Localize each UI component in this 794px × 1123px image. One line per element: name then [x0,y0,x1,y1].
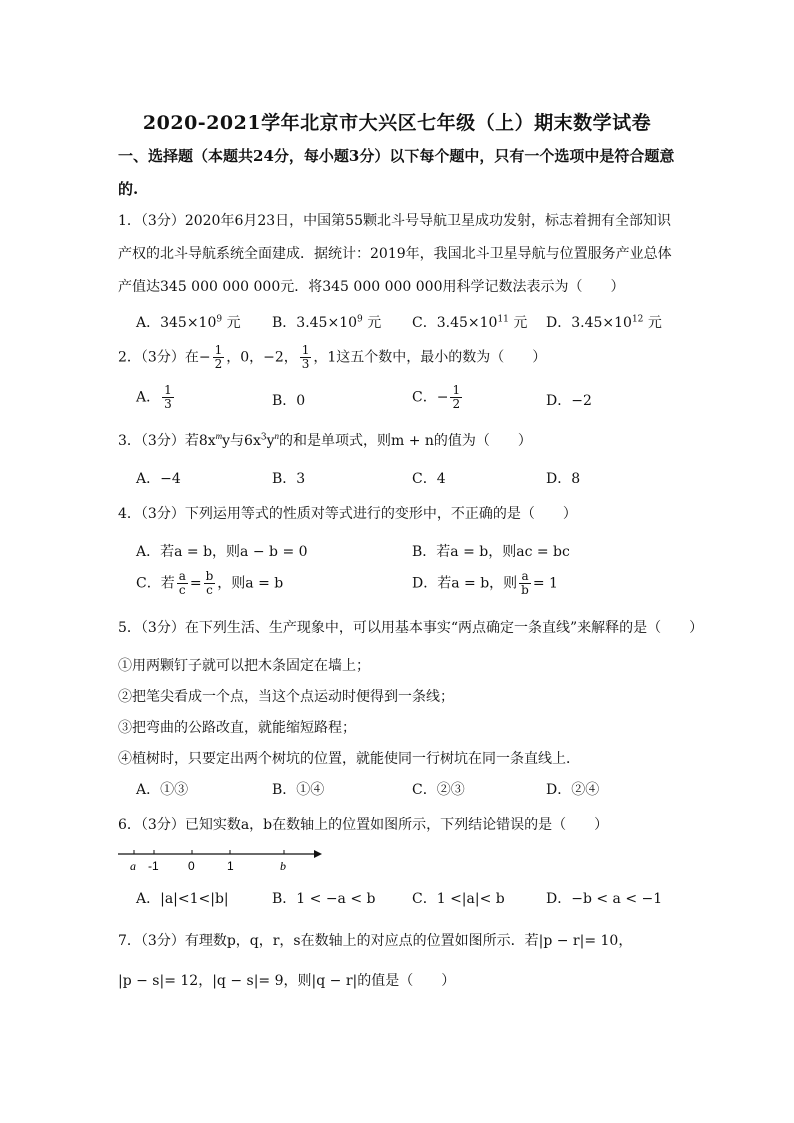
q4-option-b: B．若a = b，则ac = bc [412,544,570,560]
q4-option-d: D．若a = b，则 $\frac{a}{b}$ = 1 [412,569,558,597]
q6-option-c: C．1 <|a|< b [412,891,505,907]
label-a: a [130,859,136,873]
q2-option-d: D．−2 [546,393,592,409]
q1-option-b: B．$3.45\times 10^9$ 元 [272,314,382,331]
section-heading-line1: 一、选择题（本题共24分，每小题3分）以下每个题中，只有一个选项中是符合题意 [118,147,675,165]
number-line-arrow [314,850,322,858]
q4-option-c: C．若 $\frac{a}{c}$ = $\frac{b}{c}$ ，则a = b [136,569,284,597]
q2-fraction-2: $\frac{1}{3}$ [301,343,310,371]
q5-option-c: C．②③ [412,782,465,798]
q1-option-d: D．$3.45\times 10^{12}$ 元 [546,314,662,331]
q7-stem-line2: |p − s|= 12，|q − s|= 9，则|q − r|的值是（ ） [118,973,456,989]
q3-option-d: D．8 [546,471,581,487]
q1-stem-line3: 产值达345 000 000 000元．将345 000 000 000用科学记数法表示为（ ） [118,279,625,295]
q3-option-b: B．3 [272,471,306,487]
q1-stem-line2: 产权的北斗导航系统全面建成．据统计：2019年，我国北斗卫星导航与位置服务产业总体 [118,246,672,262]
q2-option-b: B．0 [272,393,306,409]
q2-fraction-1: $\frac{1}{2}$ [214,343,223,371]
q5-statement-3: ③把弯曲的公路改直，就能缩短路程； [118,720,356,736]
q1-stem-line1: 1．（3分）2020年6月23日，中国第55颗北斗号导航卫星成功发射，标志着拥有全部知识 [118,213,671,229]
q5-statement-4: ④植树时，只要定出两个树坑的位置，就能使同一行树坑在同一条直线上． [118,751,580,767]
q2-option-a: A． $\frac{1}{3}$ [136,383,172,411]
label-0: 0 [188,859,195,873]
q7-stem-line1: 7．（3分）有理数p，q，r，s在数轴上的对应点的位置如图所示．若|p − r|= 10， [118,933,633,949]
q1-option-a: A．$345\times 10^9$ 元 [136,314,241,331]
q4-option-a: A．若a = b，则a − b = 0 [136,544,308,560]
label-1: 1 [227,859,234,873]
q5-statement-2: ②把笔尖看成一个点，当这个点运动时便得到一条线； [118,689,454,705]
label-minus-1: -1 [148,859,159,873]
q4-stem: 4．（3分）下列运用等式的性质对等式进行的变形中，不正确的是（ ） [118,506,577,522]
q6-option-d: D．−b < a < −1 [546,891,663,907]
q3-stem: 3．（3分）若$8x^my$与$6x^3y^n$的和是单项式，则m + n的值为（ ） [118,431,532,449]
exam-title: 2020-2021学年北京市大兴区七年级（上）期末数学试卷 [142,112,652,134]
q2-stem: 2．（3分）在− $\frac{1}{2}$ ，0，−2， $\frac{1}{3}$ ，1这五个数中，最小的数为（ ） [118,343,547,371]
q3-option-a: A．−4 [136,471,181,487]
q1-option-c: C．$3.45\times 10^{11}$ 元 [412,314,528,331]
q2-option-c: C．− $\frac{1}{2}$ [412,383,461,411]
q6-option-a: A．|a|<1<|b| [136,891,229,907]
q6-option-b: B．1 < −a < b [272,891,376,907]
q3-option-c: C．4 [412,471,446,487]
section-heading-line2: 的. [118,180,139,198]
q6-number-line [118,840,328,874]
q5-statement-1: ①用两颗钉子就可以把木条固定在墙上； [118,658,370,674]
q6-stem: 6．（3分）已知实数a，b在数轴上的位置如图所示，下列结论错误的是（ ） [118,817,609,833]
q5-option-b: B．①④ [272,782,325,798]
q5-option-a: A．①③ [136,782,189,798]
q5-option-d: D．②④ [546,782,600,798]
q5-stem: 5．（3分）在下列生活、生产现象中，可以用基本事实“两点确定一条直线”来解释的是（ ） [118,620,704,636]
label-b: b [280,859,286,873]
